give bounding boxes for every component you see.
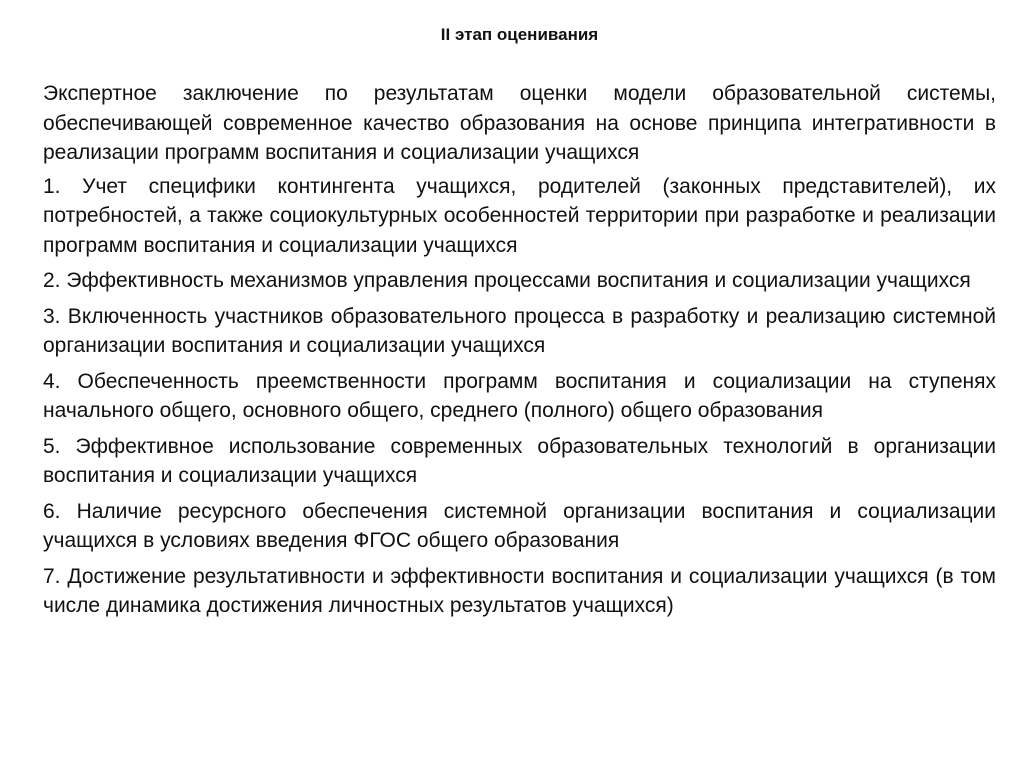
- criterion-item-3: 3. Включенность участников образовательного процесса в разработку и реализацию системной организации воспитания и социализации учащихся: [43, 304, 996, 357]
- criterion-item-6: 6. Наличие ресурсного обеспечения системной организации воспитания и социализации учащихся в условиях введения ФГОС общего образования: [43, 499, 996, 552]
- criterion-item-5: 5. Эффективное использование современных образовательных технологий в организации воспитания и социализации учащихся: [43, 434, 996, 487]
- slide-title: II этап оценивания: [440, 25, 599, 44]
- criterion-item-4: 4. Обеспеченность преемственности программ воспитания и социализации на ступенях начального общего, основного общего, среднего (полного) общего образования: [43, 369, 996, 422]
- criterion-item-7: 7. Достижение результативности и эффективности воспитания и социализации учащихся (в том числе динамика достижения личностных результатов учащихся): [43, 564, 996, 617]
- criterion-item-2: 2. Эффективность механизмов управления процессами воспитания и социализации учащихся: [43, 269, 971, 292]
- criterion-item-1: 1. Учет специфики контингента учащихся, родителей (законных представителей), их потребностей, а также социокультурных особенностей территории при разработке и реализации программ воспитания и социализации учащихся: [43, 174, 996, 257]
- intro-paragraph: Экспертное заключение по результатам оценки модели образовательной системы, обеспечивающей современное качество образования на основе принципа интегративности в реализации программ воспитания и социализации учащихся: [43, 82, 996, 164]
